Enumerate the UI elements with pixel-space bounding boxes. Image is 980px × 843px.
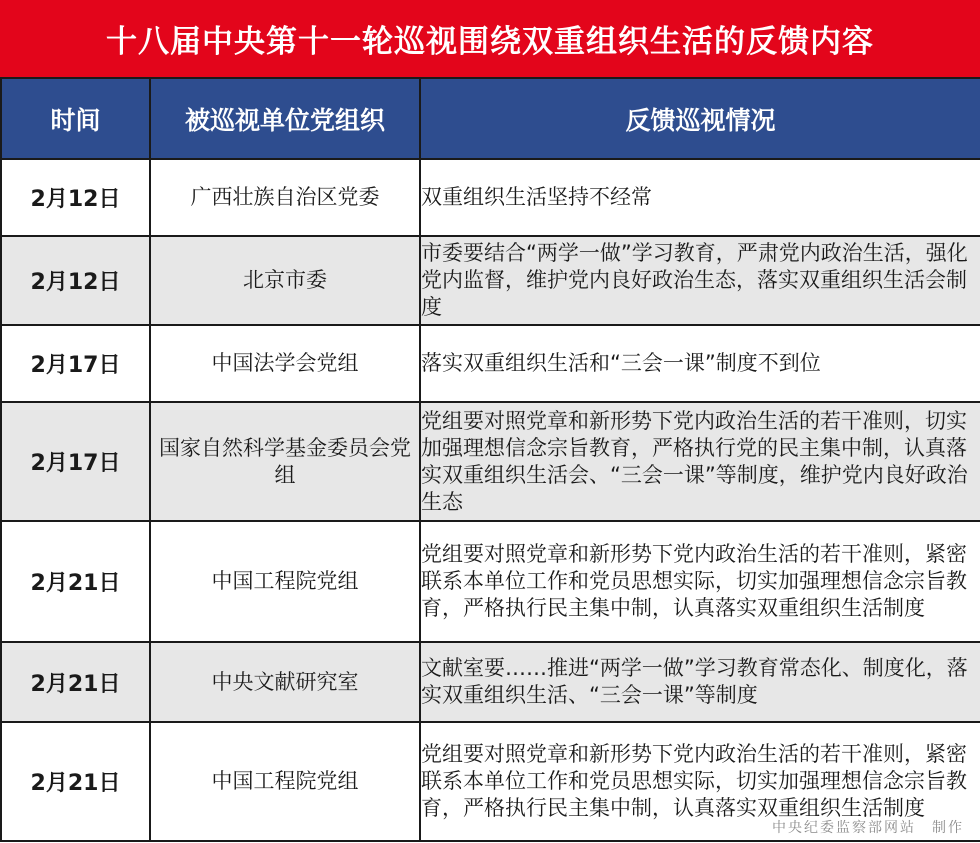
producer-credit: 中央纪委监察部网站 制作 <box>772 820 964 836</box>
row-unit: 北京市委 <box>150 236 420 325</box>
table-header-row <box>1 78 980 159</box>
table-row <box>1 325 980 402</box>
column-header-unit: 被巡视单位党组织 <box>150 78 420 159</box>
inspection-feedback-table <box>0 77 980 842</box>
page-title: 十八届中央第十一轮巡视围绕双重组织生活的反馈内容 <box>106 24 874 60</box>
table-row <box>1 236 980 325</box>
row-feedback: 文献室要……推进“两学一做”学习教育常态化、制度化，落实双重组织生活、“三会一课”等制度 <box>420 642 980 722</box>
column-header-date: 时间 <box>1 78 150 159</box>
row-feedback: 市委要结合“两学一做”学习教育，严肃党内政治生活，强化党内监督，维护党内良好政治生态，落实双重组织生活会制度 <box>420 236 980 325</box>
row-date: 2月17日 <box>1 402 150 521</box>
row-feedback: 双重组织生活坚持不经常 <box>420 159 980 236</box>
row-date: 2月21日 <box>1 722 150 841</box>
row-date: 2月21日 <box>1 642 150 722</box>
row-unit: 广西壮族自治区党委 <box>150 159 420 236</box>
table-row <box>1 402 980 521</box>
row-feedback: 党组要对照党章和新形势下党内政治生活的若干准则，切实加强理想信念宗旨教育，严格执行党的民主集中制，认真落实双重组织生活会、“三会一课”等制度，维护党内良好政治生态 <box>420 402 980 521</box>
row-date: 2月21日 <box>1 521 150 642</box>
row-unit: 国家自然科学基金委员会党组 <box>150 402 420 521</box>
title-banner <box>0 0 980 77</box>
row-unit: 中国法学会党组 <box>150 325 420 402</box>
column-header-feedback: 反馈巡视情况 <box>420 78 980 159</box>
row-unit: 中国工程院党组 <box>150 521 420 642</box>
table-row <box>1 521 980 642</box>
row-feedback: 党组要对照党章和新形势下党内政治生活的若干准则，紧密联系本单位工作和党员思想实际，切实加强理想信念宗旨教育，严格执行民主集中制，认真落实双重组织生活制度 <box>420 521 980 642</box>
row-feedback: 落实双重组织生活和“三会一课”制度不到位 <box>420 325 980 402</box>
row-date: 2月12日 <box>1 159 150 236</box>
row-date: 2月12日 <box>1 236 150 325</box>
row-feedback: 党组要对照党章和新形势下党内政治生活的若干准则，紧密联系本单位工作和党员思想实际，切实加强理想信念宗旨教育，严格执行民主集中制，认真落实双重组织生活制度 <box>420 722 980 841</box>
row-unit: 中央文献研究室 <box>150 642 420 722</box>
table-row <box>1 642 980 722</box>
row-unit: 中国工程院党组 <box>150 722 420 841</box>
row-date: 2月17日 <box>1 325 150 402</box>
table-row <box>1 159 980 236</box>
